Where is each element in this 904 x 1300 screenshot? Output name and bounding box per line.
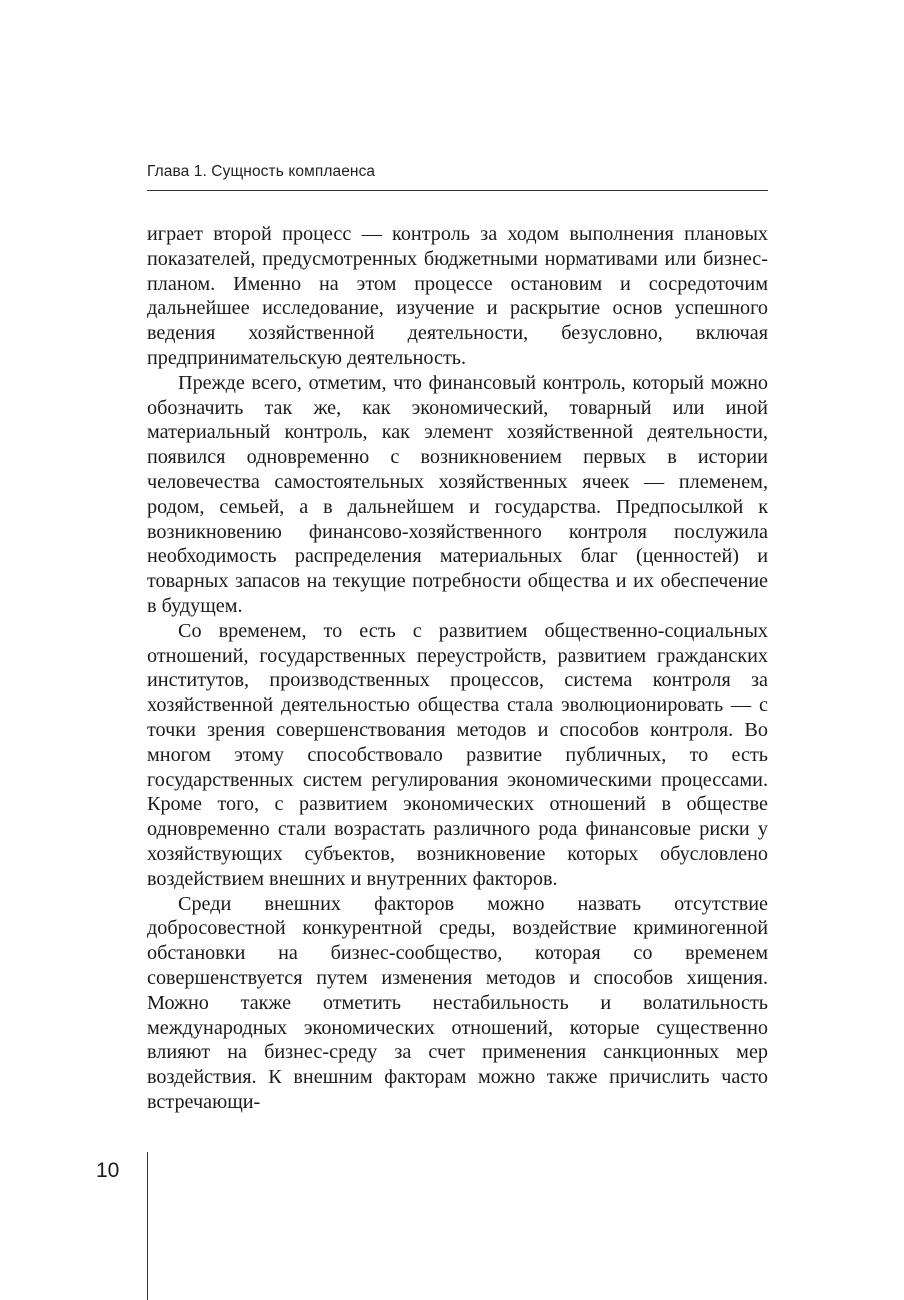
- body-text: [147, 222, 768, 1115]
- header-rule: [147, 190, 768, 191]
- page-number: 10: [96, 1159, 120, 1182]
- paragraph-1: играет второй процесс — контроль за ходом выполнения плановых показателей, предусмотренных бюджетными нормативами или бизнес-планом. Именно на этом процессе остановим и сосредоточим дальнейшее исследование, изучение и раскрытие основ успешного ведения хозяйственной деятельности, безусловно, включая предпринимательскую деятельность.: [147, 223, 768, 369]
- folio-rule: [147, 1152, 148, 1300]
- paragraph-4: Среди внешних факторов можно назвать отсутствие добросовестной конкурентной среды, воздействие криминогенной обстановки на бизнес-сообщество, которая со временем совершенствуется путем изменения методов и способов хищения. Можно также отметить нестабильность и волатильность международных экономических отношений, которые существенно влияют на бизнес-среду за счет применения санкционных мер воздействия. К внешним факторам можно также причислить часто встречающи-: [147, 892, 768, 1113]
- running-head-title: Глава 1. Сущность комплаенса: [147, 163, 376, 180]
- paragraph-3: Со временем, то есть с развитием общественно-социальных отношений, государственных переустройств, развитием гражданских институтов, производственных процессов, система контроля за хозяйственной деятельностью общества стала эволюционировать — с точки зрения совершенствования методов и способов контроля. Во многом этому способствовало развитие публичных, то есть государственных систем регулирования экономическими процессами. Кроме того, с развитием экономических отношений в обществе одновременно стали возрастать различного рода финансовые риски у хозяйствующих субъектов, возникновение которых обусловлено воздействием внешних и внутренних факторов.: [147, 619, 768, 890]
- paragraph-2: Прежде всего, отметим, что финансовый контроль, который можно обозначить так же, как экономический, товарный или иной материальный контроль, как элемент хозяйственной деятельности, появился одновременно с возникновением первых в истории человечества самостоятельных хозяйственных ячеек — племенем, родом, семьей, а в дальнейшем и государства. Предпосылкой к возникновению финансово-хозяйственного контроля послужила необходимость распределения материальных благ (ценностей) и товарных запасов на текущие потребности общества и их обеспечение в будущем.: [147, 371, 768, 617]
